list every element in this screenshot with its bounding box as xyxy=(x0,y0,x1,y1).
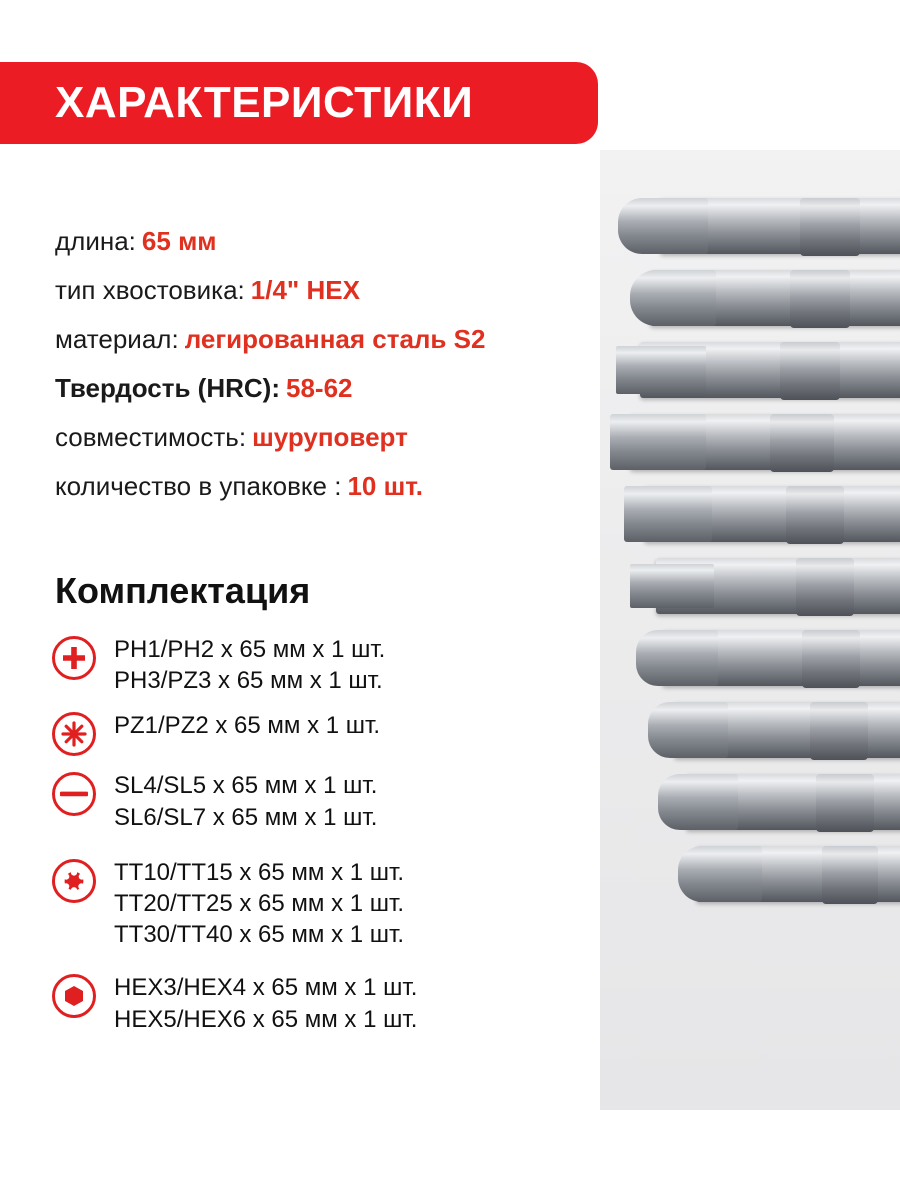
kit-line: PH1/PH2 x 65 мм x 1 шт. xyxy=(114,636,386,663)
kit-line: SL4/SL5 x 65 мм x 1 шт. xyxy=(114,772,378,800)
kit-lines xyxy=(114,710,380,741)
spec-row xyxy=(55,326,625,352)
spec-label: длина: xyxy=(55,226,136,256)
spec-value: 1/4" HEX xyxy=(250,275,360,305)
kit-line: TT10/TT15 x 65 мм x 1 шт. xyxy=(114,858,405,886)
spec-value: 65 мм xyxy=(141,226,217,256)
kit-group xyxy=(52,770,652,832)
kit-line: PH3/PZ3 x 65 мм x 1 шт. xyxy=(114,667,383,695)
kit-line: HEX3/HEX4 x 65 мм x 1 шт. xyxy=(114,974,418,1002)
spec-label: тип хвостовика: xyxy=(55,275,245,305)
header-banner xyxy=(0,62,598,144)
spec-row xyxy=(55,277,625,303)
spec-value: 58-62 xyxy=(285,373,353,403)
spec-row xyxy=(55,228,625,254)
pozidriv-icon xyxy=(52,712,96,756)
spec-label: количество в упаковке : xyxy=(55,471,342,501)
kit-lines xyxy=(114,857,404,951)
kit-lines xyxy=(114,770,377,832)
kit-line: TT30/TT40 x 65 мм x 1 шт. xyxy=(114,921,405,949)
kit-group xyxy=(52,710,652,756)
page-title: ХАРАКТЕРИСТИКИ xyxy=(55,78,474,127)
spec-value: легированная сталь S2 xyxy=(184,324,486,354)
kit-line: SL6/SL7 x 65 мм x 1 шт. xyxy=(114,803,378,831)
kit-line: PZ1/PZ2 x 65 мм x 1 шт. xyxy=(114,712,381,740)
spec-label: Твердость (HRC): xyxy=(55,373,280,403)
kit-group xyxy=(52,634,652,696)
spec-row xyxy=(55,424,625,450)
phillips-icon xyxy=(52,636,96,680)
kit-list xyxy=(52,634,652,1049)
kit-lines xyxy=(114,634,385,696)
hex-icon xyxy=(52,974,96,1018)
kit-group xyxy=(52,972,652,1034)
spec-value: 10 шт. xyxy=(347,471,423,501)
kit-lines xyxy=(114,972,417,1034)
kit-heading: Комплектация xyxy=(55,570,311,611)
spec-value: шуруповерт xyxy=(252,422,408,452)
spec-label: совместимость: xyxy=(55,422,247,452)
spec-row xyxy=(55,473,625,499)
torx-icon xyxy=(52,859,96,903)
spec-label: материал: xyxy=(55,324,179,354)
kit-line: TT20/TT25 x 65 мм x 1 шт. xyxy=(114,889,405,917)
kit-line: HEX5/HEX6 x 65 мм x 1 шт. xyxy=(114,1005,418,1033)
specs-list xyxy=(55,228,625,522)
spec-row xyxy=(55,375,625,401)
slotted-icon xyxy=(52,772,96,816)
kit-group xyxy=(52,857,652,951)
